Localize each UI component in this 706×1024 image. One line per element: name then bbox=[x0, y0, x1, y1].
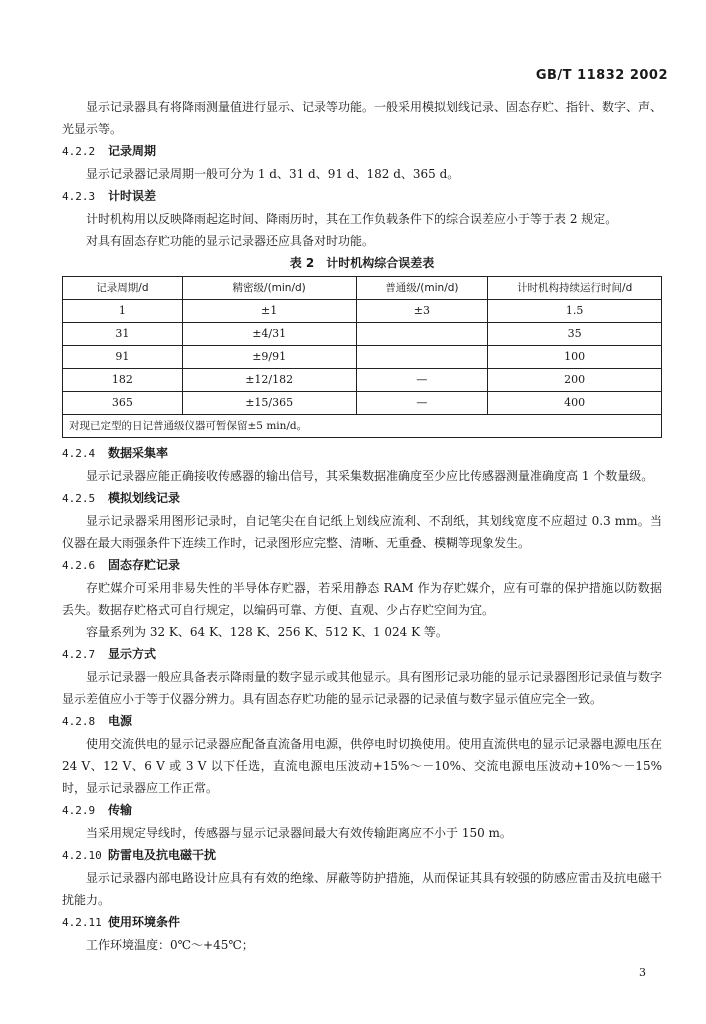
table-cell: 182 bbox=[63, 369, 183, 392]
table-cell: ±12/182 bbox=[182, 369, 356, 392]
table-cell: 365 bbox=[63, 392, 183, 415]
section-number: 4.2.10 bbox=[62, 849, 102, 862]
section-heading bbox=[62, 799, 662, 822]
section-title: 使用环境条件 bbox=[108, 915, 181, 929]
table-row bbox=[63, 346, 662, 369]
section-heading bbox=[62, 844, 662, 867]
sections-after-table bbox=[62, 442, 662, 956]
header-record-period: 记录周期/d bbox=[63, 277, 183, 300]
table-cell: ±3 bbox=[356, 300, 488, 323]
table-row bbox=[63, 392, 662, 415]
section-number: 4.2.3 bbox=[62, 190, 96, 203]
table-cell: 31 bbox=[63, 323, 183, 346]
section-title: 计时误差 bbox=[108, 189, 157, 203]
section-title: 固态存贮记录 bbox=[108, 558, 181, 572]
sections-before-table bbox=[62, 140, 662, 252]
section-paragraph: 当采用规定导线时，传感器与显示记录器间最大有效传输距离应不小于 150 m。 bbox=[86, 826, 512, 840]
standard-number-header: GB/T 11832 2002 bbox=[535, 68, 668, 83]
section-heading bbox=[62, 442, 662, 465]
section-heading bbox=[62, 140, 662, 163]
section-title: 防雷电及抗电磁干扰 bbox=[108, 848, 217, 862]
section-number: 4.2.11 bbox=[62, 916, 102, 929]
table-note-row bbox=[63, 415, 662, 438]
intro-paragraph: 显示记录器具有将降雨测量值进行显示、记录等功能。一般采用模拟划线记录、固态存贮、指针、数字、声、光显示等。 bbox=[62, 100, 663, 136]
section-title: 模拟划线记录 bbox=[108, 491, 181, 505]
table-row bbox=[63, 323, 662, 346]
header-run-time: 计时机构持续运行时间/d bbox=[488, 277, 662, 300]
table-cell: 100 bbox=[488, 346, 662, 369]
section-title: 数据采集率 bbox=[108, 446, 169, 460]
section-paragraph: 显示记录器采用图形记录时，自记笔尖在自记纸上划线应流利、不刮纸，其划线宽度不应超过 0.3 mm。当仪器在最大雨强条件下连续工作时，记录图形应完整、清晰、无重叠、模糊等现象发生。 bbox=[62, 514, 662, 550]
table-cell: 1 bbox=[63, 300, 183, 323]
section-paragraph: 容量系列为 32 K、64 K、128 K、256 K、512 K、1 024 K 等。 bbox=[86, 625, 448, 639]
section-paragraph: 工作环境温度：0℃～+45℃； bbox=[86, 938, 254, 952]
table-caption bbox=[62, 252, 662, 274]
table-cell: ±1 bbox=[182, 300, 356, 323]
section-number: 4.2.6 bbox=[62, 559, 96, 572]
section-paragraph: 显示记录器内部电路设计应具有有效的绝缘、屏蔽等防护措施，从而保证其具有较强的防感应雷击及抗电磁干扰能力。 bbox=[62, 871, 663, 907]
section-heading bbox=[62, 911, 662, 934]
section-heading bbox=[62, 710, 662, 733]
document-body bbox=[62, 96, 662, 956]
section-number: 4.2.7 bbox=[62, 648, 96, 661]
section-title: 电源 bbox=[108, 714, 133, 728]
section-number: 4.2.8 bbox=[62, 715, 96, 728]
table-title: 计时机构综合误差表 bbox=[326, 256, 435, 270]
table-cell: 200 bbox=[488, 369, 662, 392]
table-cell: 91 bbox=[63, 346, 183, 369]
section-paragraph: 对具有固态存贮功能的显示记录器还应具备对时功能。 bbox=[86, 234, 375, 248]
table-cell: 35 bbox=[488, 323, 662, 346]
table-cell: ±9/91 bbox=[182, 346, 356, 369]
timing-error-table bbox=[62, 276, 662, 438]
table-cell: ±4/31 bbox=[182, 323, 356, 346]
section-paragraph: 存贮媒介可采用非易失性的半导体存贮器，若采用静态 RAM 作为存贮媒介，应有可靠的保护措施以防数据丢失。数据存贮格式可自行规定，以编码可靠、方便、直观、少占存贮空间为宜。 bbox=[62, 581, 662, 617]
section-title: 显示方式 bbox=[108, 647, 157, 661]
section-number: 4.2.2 bbox=[62, 145, 96, 158]
section-paragraph: 显示记录器记录周期一般可分为 1 d、31 d、91 d、182 d、365 d。 bbox=[86, 167, 460, 181]
section-number: 4.2.4 bbox=[62, 447, 96, 460]
section-heading bbox=[62, 554, 662, 577]
table-cell: 1.5 bbox=[488, 300, 662, 323]
table-cell: 400 bbox=[488, 392, 662, 415]
section-paragraph: 显示记录器一般应具备表示降雨量的数字显示或其他显示。具有图形记录功能的显示记录器图形记录值与数字显示差值应小于等于仪器分辨力。具有固态存贮功能的显示记录器的记录值与数字显示值应完全一致。 bbox=[62, 670, 663, 706]
section-number: 4.2.9 bbox=[62, 804, 96, 817]
header-precision-grade: 精密级/(min/d) bbox=[182, 277, 356, 300]
section-title: 记录周期 bbox=[108, 144, 157, 158]
section-paragraph: 使用交流供电的显示记录器应配备直流备用电源，供停电时切换使用。使用直流供电的显示记录器电源电压在 24 V、12 V、6 V 或 3 V 以下任选，直流电源电压波动+15%～－10%、交流电源电压波动+10%～－15%时，显示记录器应工作正常。 bbox=[62, 737, 663, 795]
table-row bbox=[63, 369, 662, 392]
page-number: 3 bbox=[639, 966, 646, 979]
header-normal-grade: 普通级/(min/d) bbox=[356, 277, 488, 300]
section-heading bbox=[62, 487, 662, 510]
table-cell bbox=[356, 323, 488, 346]
table-cell bbox=[356, 346, 488, 369]
section-paragraph: 计时机构用以反映降雨起迄时间、降雨历时，其在工作负载条件下的综合误差应小于等于表 2 规定。 bbox=[86, 212, 618, 226]
table-cell: ±15/365 bbox=[182, 392, 356, 415]
table-cell: — bbox=[356, 392, 488, 415]
section-title: 传输 bbox=[108, 803, 133, 817]
section-number: 4.2.5 bbox=[62, 492, 96, 505]
table-cell: — bbox=[356, 369, 488, 392]
section-heading bbox=[62, 185, 662, 208]
table-note: 对现已定型的日记普通级仪器可暂保留±5 min/d。 bbox=[63, 415, 662, 438]
table-row bbox=[63, 300, 662, 323]
table-header-row bbox=[63, 277, 662, 300]
table-number: 表 2 bbox=[289, 256, 315, 270]
section-heading bbox=[62, 643, 662, 666]
section-paragraph: 显示记录器应能正确接收传感器的输出信号，其采集数据准确度至少应比传感器测量准确度高 1 个数量级。 bbox=[86, 469, 654, 483]
